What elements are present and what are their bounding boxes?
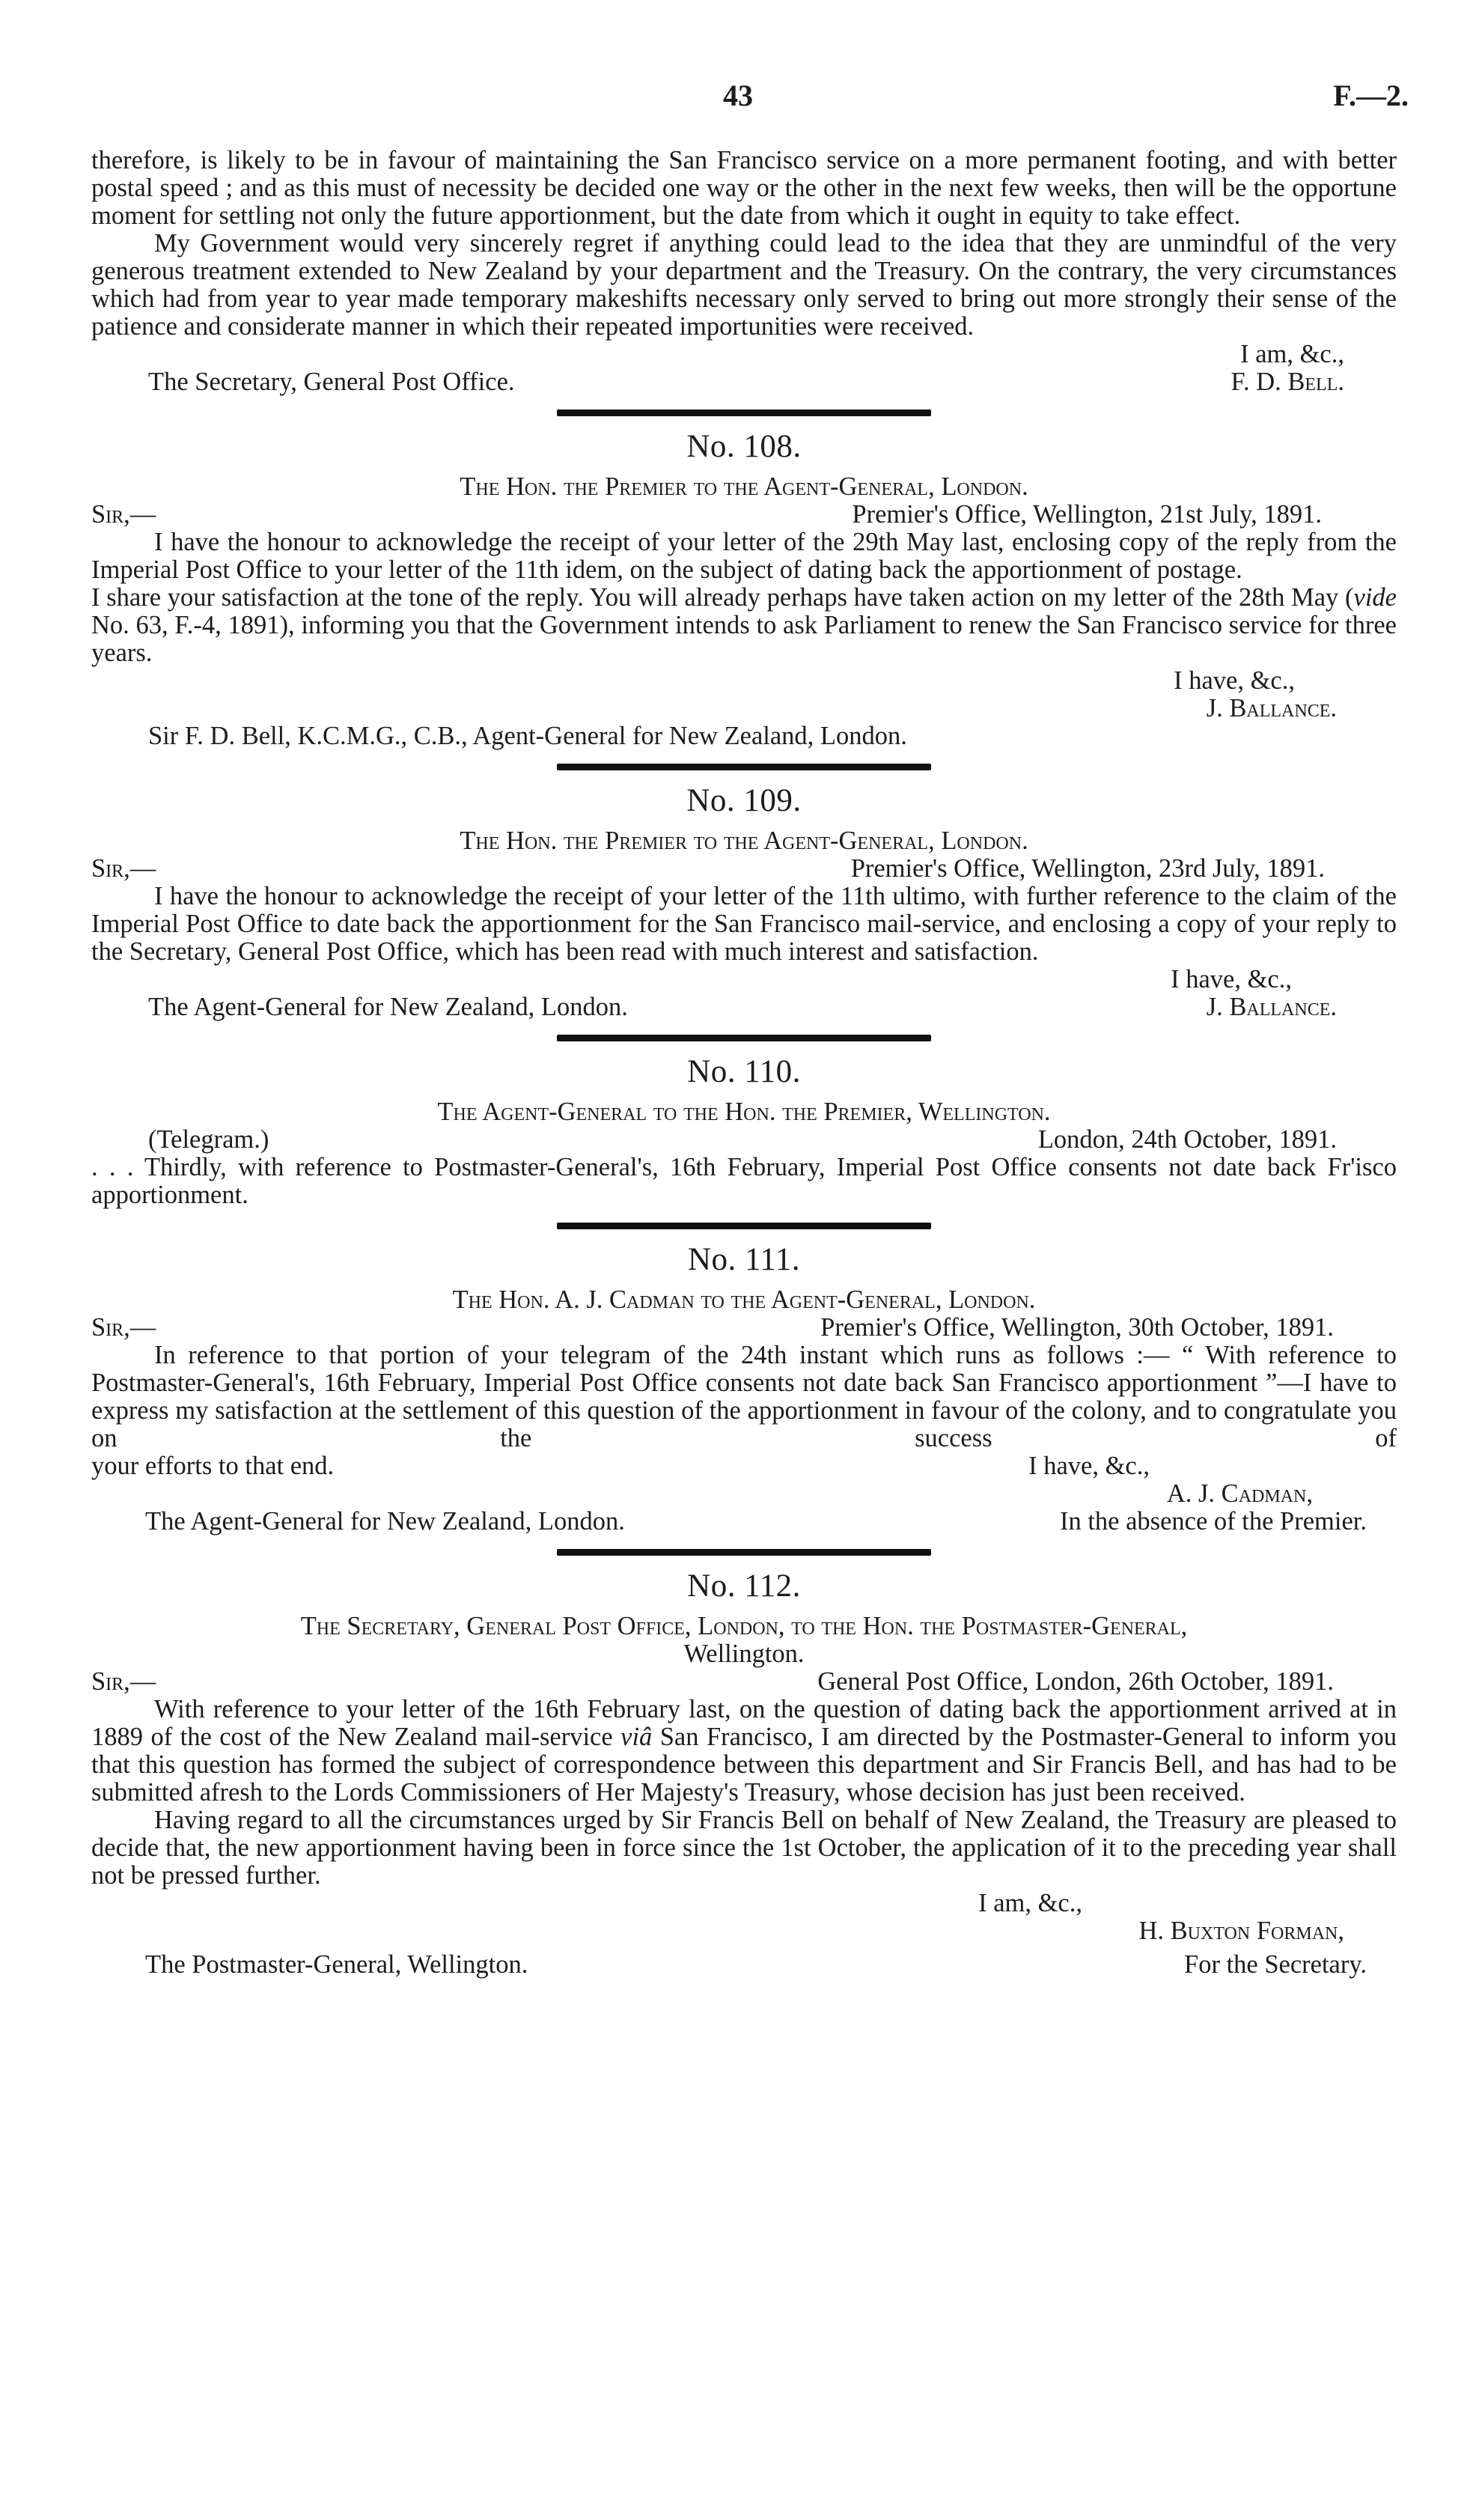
signature-note: For the Secretary. — [1184, 1950, 1367, 1979]
addressee: The Secretary, General Post Office. — [148, 368, 515, 396]
letter-number: No. 108. — [686, 429, 802, 464]
addressee: Sir F. D. Bell, K.C.M.G., C.B., Agent-General for New Zealand, London. — [148, 722, 907, 750]
letter-closing: I have, &c., — [1171, 965, 1292, 993]
letter-111 — [91, 1223, 1397, 1536]
letter-heading: The Hon. the Premier to the Agent-General, London. — [460, 827, 1028, 855]
letter-number: No. 110. — [687, 1054, 801, 1089]
section-divider — [557, 1549, 931, 1556]
paragraph-last-line: your efforts to that end. — [91, 1452, 335, 1480]
letter-number: No. 112. — [687, 1568, 801, 1604]
addressee: The Agent-General for New Zealand, London. — [148, 993, 628, 1021]
page-content — [91, 147, 1397, 1979]
page-number: 43 — [723, 79, 753, 112]
place-date: London, 24th October, 1891. — [1037, 1125, 1337, 1154]
paragraph: I have the honour to acknowledge the receipt of your letter of the 11th ultimo, with further reference to the claim of the Imperial Post Office to date back the apportionment for the San Francisco mail-service, and enclosing a copy of your reply to the Secretary, General Post Office, which has been read with much interest and satisfaction. — [91, 882, 1397, 966]
place-date: General Post Office, London, 26th October, 1891. — [817, 1667, 1334, 1696]
paragraph-text: San Francisco, I am directed by the Postmaster-General to inform you that this question has formed the subject of correspondence between this department and Sir Francis Bell, and has had to be submitted afresh to the Lords Commissioners of Her Majesty's Treasury, whose decision has just been received. — [91, 1723, 1397, 1807]
paragraph — [91, 1696, 1397, 1807]
letter-number: No. 109. — [686, 783, 802, 818]
paragraph-text: I share your satisfaction at the tone of the reply. You will already perhaps have taken action on my letter of the 28th May ( — [91, 583, 1354, 612]
addressee: The Postmaster-General, Wellington. — [145, 1950, 528, 1979]
section-divider — [557, 410, 931, 416]
paragraph-text: No. 63, F.-4, 1891), informing you that the Government intends to ask Parliament to renew the San Francisco service for three years. — [91, 611, 1397, 667]
letter-110 — [91, 1035, 1397, 1209]
salutation: Sir,— — [91, 1667, 156, 1696]
paragraph: therefore, is likely to be in favour of maintaining the San Francisco service on a more permanent footing, and with better postal speed ; and as this must of necessity be decided one way or the other in the next few weeks, then will be the opportune moment for settling not only the future apportionment, but the date from which it ought in equity to take effect. — [91, 146, 1397, 230]
letter-heading: The Secretary, General Post Office, London, to the Hon. the Postmaster-General, — [300, 1612, 1188, 1640]
signature: J. Ballance. — [1206, 694, 1337, 722]
letter-closing: I have, &c., — [1028, 1452, 1150, 1480]
salutation: Sir,— — [91, 854, 156, 883]
salutation: Sir,— — [91, 1313, 156, 1342]
paragraph: My Government would very sincerely regret if anything could lead to the idea that they are unmindful of the very generous treatment extended to New Zealand by your department and the Treasury. On the contrary, the very circumstances which had from year to year made temporary makeshifts necessary only served to bring out more strongly their sense of the patience and considerate manner in which their repeated importunities were received. — [91, 229, 1397, 341]
italic-term: viâ — [620, 1723, 653, 1751]
place-date: Premier's Office, Wellington, 30th October, 1891. — [820, 1313, 1334, 1342]
place-date: Premier's Office, Wellington, 23rd July, 1891. — [850, 854, 1325, 883]
document-reference: F.—2. — [1333, 79, 1409, 112]
signature-note: In the absence of the Premier. — [1059, 1507, 1367, 1536]
place-date: Premier's Office, Wellington, 21st July, 1891. — [852, 500, 1322, 529]
section-divider — [557, 764, 931, 770]
paragraph: I have the honour to acknowledge the receipt of your letter of the 29th May last, enclosing copy of the reply from the Imperial Post Office to your letter of the 11th idem, on the subject of dating back the apportionment of postage. — [91, 528, 1397, 584]
signature: F. D. Bell. — [1230, 368, 1344, 396]
letter-heading: The Agent-General to the Hon. the Premier, Wellington. — [437, 1098, 1051, 1126]
paragraph: . . . Thirdly, with reference to Postmaster-General's, 16th February, Imperial Post Office consents not date back Fr'isco apportionment. — [91, 1153, 1397, 1209]
signature: A. J. Cadman, — [1166, 1479, 1313, 1508]
letter-108 — [91, 410, 1397, 750]
letter-closing: I have, &c., — [1174, 666, 1295, 695]
letter-112 — [91, 1549, 1397, 1979]
letter-109 — [91, 764, 1397, 1021]
signature: H. Buxton Forman, — [1138, 1917, 1344, 1945]
letter-continuation — [91, 147, 1397, 396]
paragraph — [91, 584, 1397, 667]
paragraph-text: With reference to your letter of the 16th February last, on the question of dating back the apportionment arrived at in 1889 of the cost of the New Zealand mail-service — [91, 1695, 1397, 1751]
section-divider — [557, 1035, 931, 1041]
paragraph: In reference to that portion of your telegram of the 24th instant which runs as follows :— “ With reference to Postmaster-General's, 16th February, Imperial Post Office consents not date back San Francisco apportionment ”—I have to express my satisfaction at the settlement of this question of the apportionment in favour of the colony, and to congratulate you on the success of — [91, 1341, 1397, 1452]
italic-term: vide — [1353, 583, 1397, 612]
page-header — [0, 75, 1476, 127]
addressee: The Agent-General for New Zealand, London. — [145, 1507, 625, 1536]
section-divider — [557, 1223, 931, 1229]
letter-closing: I am, &c., — [1240, 340, 1344, 368]
paragraph: Having regard to all the circumstances urged by Sir Francis Bell on behalf of New Zealand, the Treasury are pleased to decide that, the new apportionment having been in force since the 1st October, the application of it to the preceding year shall not be pressed further. — [91, 1806, 1397, 1890]
letter-number: No. 111. — [687, 1242, 801, 1277]
salutation: Sir,— — [91, 500, 156, 529]
letter-heading: The Hon. the Premier to the Agent-General, London. — [460, 472, 1028, 501]
telegram-label: (Telegram.) — [148, 1125, 269, 1154]
letter-heading: The Hon. A. J. Cadman to the Agent-General, London. — [452, 1285, 1036, 1314]
letter-heading-line2: Wellington. — [683, 1640, 805, 1668]
signature: J. Ballance. — [1206, 993, 1337, 1021]
letter-closing: I am, &c., — [978, 1889, 1082, 1917]
